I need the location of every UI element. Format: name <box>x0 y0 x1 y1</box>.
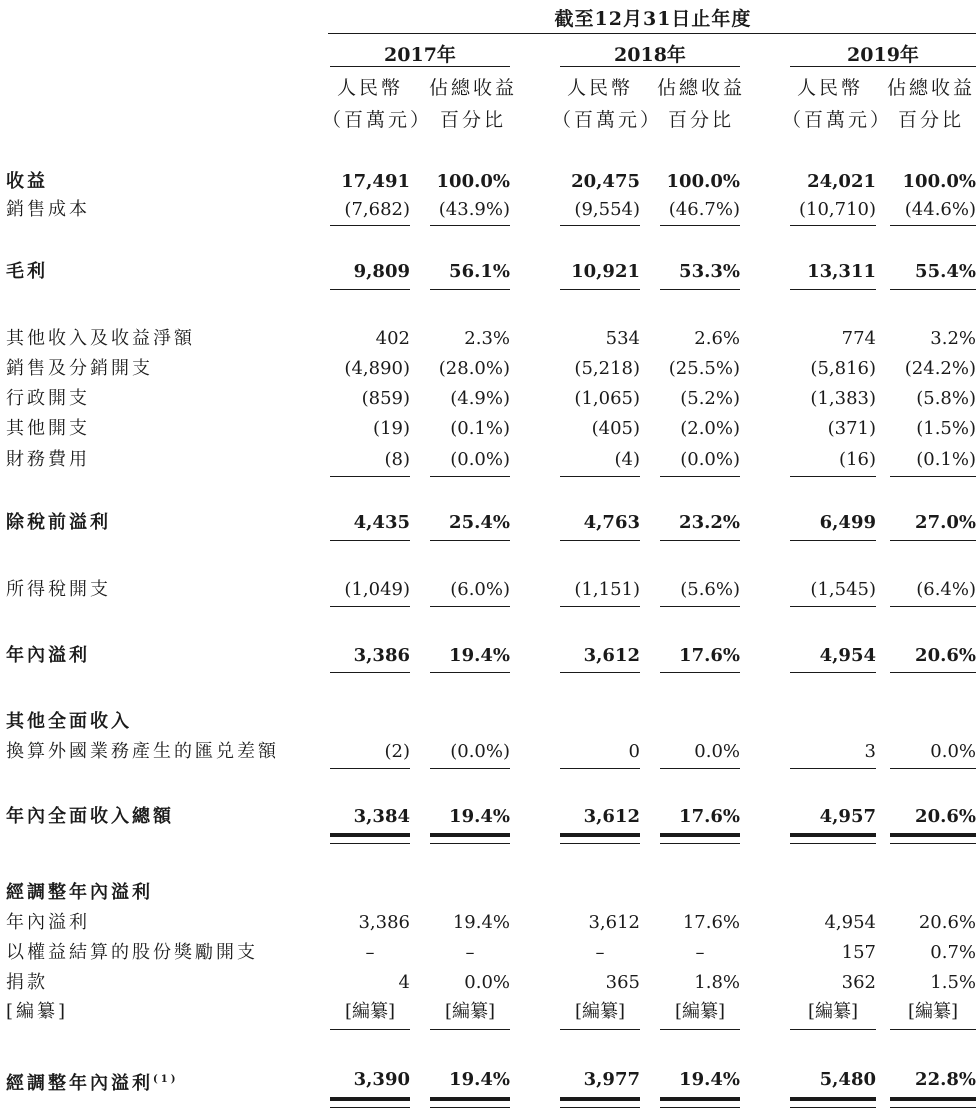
row-label <box>6 803 174 831</box>
pct-cell: (46.7%) <box>668 199 740 220</box>
total-double-rule <box>660 833 740 843</box>
row-label-text: 行政開支 <box>6 388 90 409</box>
amount-col-header: （百萬元） <box>782 109 893 131</box>
amount-col-header: 人民幣 <box>336 77 403 99</box>
pct-cell: 17.6% <box>679 645 740 666</box>
row-label-text: [編纂] <box>6 1001 69 1022</box>
amount-cell: (2) <box>384 741 410 762</box>
pct-cell: – <box>465 942 475 963</box>
total-double-rule <box>430 1097 510 1107</box>
amount-cell: (10,710) <box>798 199 876 220</box>
total-double-rule <box>560 833 640 843</box>
pct-cell: 20.6% <box>915 806 976 827</box>
amount-cell: 9,809 <box>353 261 410 282</box>
amount-cell: 3,977 <box>583 1069 640 1090</box>
row-label-text: 除稅前溢利 <box>6 512 111 533</box>
row-label-text: 以權益結算的股份獎勵開支 <box>6 942 258 963</box>
subtotal-rule <box>660 225 740 226</box>
row-label-text: 收益 <box>6 171 48 192</box>
subtotal-rule <box>560 672 640 673</box>
amount-cell: 4,763 <box>583 512 640 533</box>
total-double-rule <box>660 1097 740 1107</box>
amount-cell: 4,954 <box>824 912 876 933</box>
subtotal-rule <box>790 476 876 477</box>
subtotal-rule <box>430 540 510 541</box>
amount-cell: [編纂] <box>807 1001 859 1022</box>
amount-cell: 365 <box>605 972 640 993</box>
amount-cell: (16) <box>839 449 876 470</box>
pct-cell: (6.0%) <box>450 579 510 600</box>
pct-cell: (0.0%) <box>680 449 740 470</box>
amount-cell: [編纂] <box>344 1001 396 1022</box>
pct-col-header: 百分比 <box>897 109 964 131</box>
subtotal-rule <box>890 476 976 477</box>
total-double-rule <box>890 1097 976 1107</box>
subtotal-rule <box>560 540 640 541</box>
subtotal-rule <box>560 225 640 226</box>
row-label-text: 換算外國業務產生的匯兑差額 <box>6 741 279 762</box>
subtotal-rule <box>660 1029 740 1030</box>
subtotal-rule <box>790 289 876 290</box>
pct-cell: 19.4% <box>449 806 510 827</box>
amount-cell: 534 <box>605 328 640 349</box>
amount-cell: (1,065) <box>574 388 640 409</box>
subtotal-rule <box>560 606 640 607</box>
amount-cell: 4,957 <box>819 806 876 827</box>
subtotal-rule <box>790 225 876 226</box>
pct-cell: (1.5%) <box>916 418 976 439</box>
pct-cell: 0.0% <box>464 972 510 993</box>
row-label-text: 其他全面收入 <box>6 711 132 732</box>
amount-cell: (405) <box>591 418 640 439</box>
pct-cell: 100.0% <box>436 171 510 192</box>
pct-cell: (44.6%) <box>904 199 976 220</box>
subtotal-rule <box>660 289 740 290</box>
header-rule <box>328 33 976 34</box>
row-label <box>6 258 48 286</box>
pct-cell: (25.5%) <box>668 358 740 379</box>
pct-cell: [編纂] <box>674 1001 726 1022</box>
pct-cell: 19.4% <box>449 1069 510 1090</box>
row-label <box>6 446 90 474</box>
pct-cell: 1.8% <box>694 972 740 993</box>
subtotal-rule <box>330 540 410 541</box>
row-label-text: 其他開支 <box>6 418 90 439</box>
row-label-text: 年內溢利 <box>6 912 90 933</box>
pct-cell: (5.2%) <box>680 388 740 409</box>
amount-cell: – <box>595 942 605 963</box>
row-label-text: 年內溢利 <box>6 645 90 666</box>
subtotal-rule <box>330 606 410 607</box>
total-double-rule <box>890 833 976 843</box>
row-label <box>6 415 90 443</box>
subtotal-rule <box>330 289 410 290</box>
pct-col-header: 佔總收益 <box>886 77 975 99</box>
amount-cell: (9,554) <box>574 199 640 220</box>
amount-cell: 3,612 <box>583 806 640 827</box>
amount-cell: 4,954 <box>819 645 876 666</box>
pct-col-header: 佔總收益 <box>428 77 517 99</box>
year-2018: 2018年 <box>614 44 686 66</box>
row-label <box>6 969 48 997</box>
pct-cell: 55.4% <box>915 261 976 282</box>
year-rule-2017 <box>330 66 510 67</box>
pct-cell: 2.3% <box>464 328 510 349</box>
total-double-rule <box>330 833 410 843</box>
pct-cell: 1.5% <box>930 972 976 993</box>
footnote-marker: (1) <box>153 1074 179 1085</box>
row-label <box>6 642 90 670</box>
subtotal-rule <box>890 768 976 769</box>
subtotal-rule <box>330 476 410 477</box>
subtotal-rule <box>890 289 976 290</box>
row-label-text: 銷售成本 <box>6 199 90 220</box>
row-label <box>6 325 195 353</box>
subtotal-rule <box>890 225 976 226</box>
pct-cell: 17.6% <box>682 912 740 933</box>
row-label-text: 捐款 <box>6 972 48 993</box>
row-label-text: 財務費用 <box>6 449 90 470</box>
amount-cell: (371) <box>827 418 876 439</box>
subtotal-rule <box>790 768 876 769</box>
pct-cell: (24.2%) <box>904 358 976 379</box>
pct-cell: 2.6% <box>694 328 740 349</box>
pct-col-header: 佔總收益 <box>656 77 745 99</box>
subtotal-rule <box>430 289 510 290</box>
subtotal-rule <box>560 476 640 477</box>
row-label <box>6 509 111 537</box>
year-2017: 2017年 <box>384 44 456 66</box>
row-label <box>6 879 153 907</box>
amount-col-header: （百萬元） <box>322 109 433 131</box>
pct-cell: 53.3% <box>679 261 740 282</box>
amount-cell: (5,218) <box>574 358 640 379</box>
subtotal-rule <box>660 606 740 607</box>
amount-cell: 3,612 <box>583 645 640 666</box>
row-label <box>6 909 90 937</box>
subtotal-rule <box>330 768 410 769</box>
row-label-text: 所得稅開支 <box>6 579 111 600</box>
pct-cell: (28.0%) <box>438 358 510 379</box>
subtotal-rule <box>560 289 640 290</box>
amount-cell: (1,383) <box>810 388 876 409</box>
subtotal-rule <box>560 1029 640 1030</box>
amount-cell: (8) <box>384 449 410 470</box>
row-label-text: 經調整年內溢利 <box>6 1073 153 1094</box>
year-2019: 2019年 <box>847 44 919 66</box>
pct-cell: (0.0%) <box>450 449 510 470</box>
subtotal-rule <box>790 540 876 541</box>
pct-cell: 17.6% <box>679 806 740 827</box>
amount-cell: 17,491 <box>341 171 410 192</box>
pct-cell: 19.4% <box>679 1069 740 1090</box>
amount-cell: 3,386 <box>358 912 410 933</box>
pct-cell: (0.1%) <box>450 418 510 439</box>
pct-cell: 100.0% <box>666 171 740 192</box>
pct-cell: 20.6% <box>915 645 976 666</box>
amount-cell: 5,480 <box>819 1069 876 1090</box>
pct-cell: 100.0% <box>902 171 976 192</box>
amount-cell: 4 <box>398 972 410 993</box>
row-label <box>6 385 90 413</box>
pct-cell: (0.1%) <box>916 449 976 470</box>
total-double-rule <box>790 1097 876 1107</box>
subtotal-rule <box>560 768 640 769</box>
subtotal-rule <box>890 672 976 673</box>
row-label <box>6 196 90 224</box>
pct-cell: 22.8% <box>915 1069 976 1090</box>
subtotal-rule <box>660 672 740 673</box>
row-label-text: 毛利 <box>6 261 48 282</box>
subtotal-rule <box>430 225 510 226</box>
pct-cell: – <box>695 942 705 963</box>
total-double-rule <box>560 1097 640 1107</box>
row-label-text: 其他收入及收益淨額 <box>6 328 195 349</box>
pct-cell: 27.0% <box>915 512 976 533</box>
subtotal-rule <box>330 1029 410 1030</box>
amount-cell: 24,021 <box>807 171 876 192</box>
total-double-rule <box>330 1097 410 1107</box>
pct-cell: 25.4% <box>449 512 510 533</box>
amount-cell: (7,682) <box>344 199 410 220</box>
pct-cell: (6.4%) <box>916 579 976 600</box>
pct-cell: 0.0% <box>930 741 976 762</box>
pct-cell: (5.8%) <box>916 388 976 409</box>
pct-cell: [編纂] <box>444 1001 496 1022</box>
amount-col-header: 人民幣 <box>566 77 633 99</box>
amount-cell: 20,475 <box>571 171 640 192</box>
subtotal-rule <box>890 606 976 607</box>
row-label-text: 經調整年內溢利 <box>6 882 153 903</box>
period-header: 截至12月31日止年度 <box>554 8 752 30</box>
amount-cell: 6,499 <box>819 512 876 533</box>
total-double-rule <box>790 833 876 843</box>
pct-cell: (5.6%) <box>680 579 740 600</box>
amount-cell: 362 <box>841 972 876 993</box>
pct-cell: 0.7% <box>930 942 976 963</box>
amount-cell: – <box>365 942 375 963</box>
year-rule-2018 <box>560 66 740 67</box>
amount-cell: 0 <box>628 741 640 762</box>
amount-cell: (1,049) <box>344 579 410 600</box>
amount-cell: 774 <box>841 328 876 349</box>
row-label <box>6 998 68 1026</box>
row-label <box>6 708 132 736</box>
pct-cell: 20.6% <box>918 912 976 933</box>
pct-col-header: 百分比 <box>439 109 506 131</box>
subtotal-rule <box>660 476 740 477</box>
amount-cell: (4,890) <box>344 358 410 379</box>
amount-cell: 3,386 <box>353 645 410 666</box>
amount-cell: (1,545) <box>810 579 876 600</box>
subtotal-rule <box>430 768 510 769</box>
pct-cell: (0.0%) <box>450 741 510 762</box>
subtotal-rule <box>790 1029 876 1030</box>
amount-cell: 4,435 <box>353 512 410 533</box>
pct-cell: (4.9%) <box>450 388 510 409</box>
subtotal-rule <box>660 768 740 769</box>
subtotal-rule <box>430 606 510 607</box>
amount-cell: (5,816) <box>810 358 876 379</box>
amount-cell: (4) <box>614 449 640 470</box>
amount-cell: 3,612 <box>588 912 640 933</box>
amount-cell: 157 <box>841 942 876 963</box>
amount-cell: 13,311 <box>807 261 876 282</box>
total-double-rule <box>430 833 510 843</box>
pct-cell: 0.0% <box>694 741 740 762</box>
amount-cell: 402 <box>375 328 410 349</box>
pct-cell: 19.4% <box>452 912 510 933</box>
amount-col-header: （百萬元） <box>552 109 663 131</box>
row-label-text: 銷售及分銷開支 <box>6 358 153 379</box>
amount-cell: (1,151) <box>574 579 640 600</box>
subtotal-rule <box>890 1029 976 1030</box>
row-label <box>6 939 258 967</box>
amount-cell: 3 <box>864 741 876 762</box>
row-label <box>6 576 111 604</box>
subtotal-rule <box>430 672 510 673</box>
pct-cell: 23.2% <box>679 512 740 533</box>
row-label-text: 年內全面收入總額 <box>6 806 174 827</box>
amount-cell: (859) <box>361 388 410 409</box>
amount-cell: 3,384 <box>353 806 410 827</box>
pct-cell: 3.2% <box>930 328 976 349</box>
subtotal-rule <box>890 540 976 541</box>
pct-col-header: 百分比 <box>667 109 734 131</box>
subtotal-rule <box>330 672 410 673</box>
amount-cell: (19) <box>373 418 410 439</box>
subtotal-rule <box>790 672 876 673</box>
amount-col-header: 人民幣 <box>796 77 863 99</box>
subtotal-rule <box>790 606 876 607</box>
pct-cell: 19.4% <box>449 645 510 666</box>
row-label <box>6 1066 178 1094</box>
subtotal-rule <box>330 225 410 226</box>
subtotal-rule <box>660 540 740 541</box>
pct-cell: (2.0%) <box>680 418 740 439</box>
pct-cell: (43.9%) <box>438 199 510 220</box>
pct-cell: [編纂] <box>907 1001 959 1022</box>
row-label <box>6 355 153 383</box>
row-label <box>6 168 48 196</box>
year-rule-2019 <box>790 66 976 67</box>
pct-cell: 56.1% <box>449 261 510 282</box>
amount-cell: 3,390 <box>353 1069 410 1090</box>
amount-cell: 10,921 <box>571 261 640 282</box>
amount-cell: [編纂] <box>574 1001 626 1022</box>
row-label <box>6 738 279 766</box>
subtotal-rule <box>430 1029 510 1030</box>
subtotal-rule <box>430 476 510 477</box>
